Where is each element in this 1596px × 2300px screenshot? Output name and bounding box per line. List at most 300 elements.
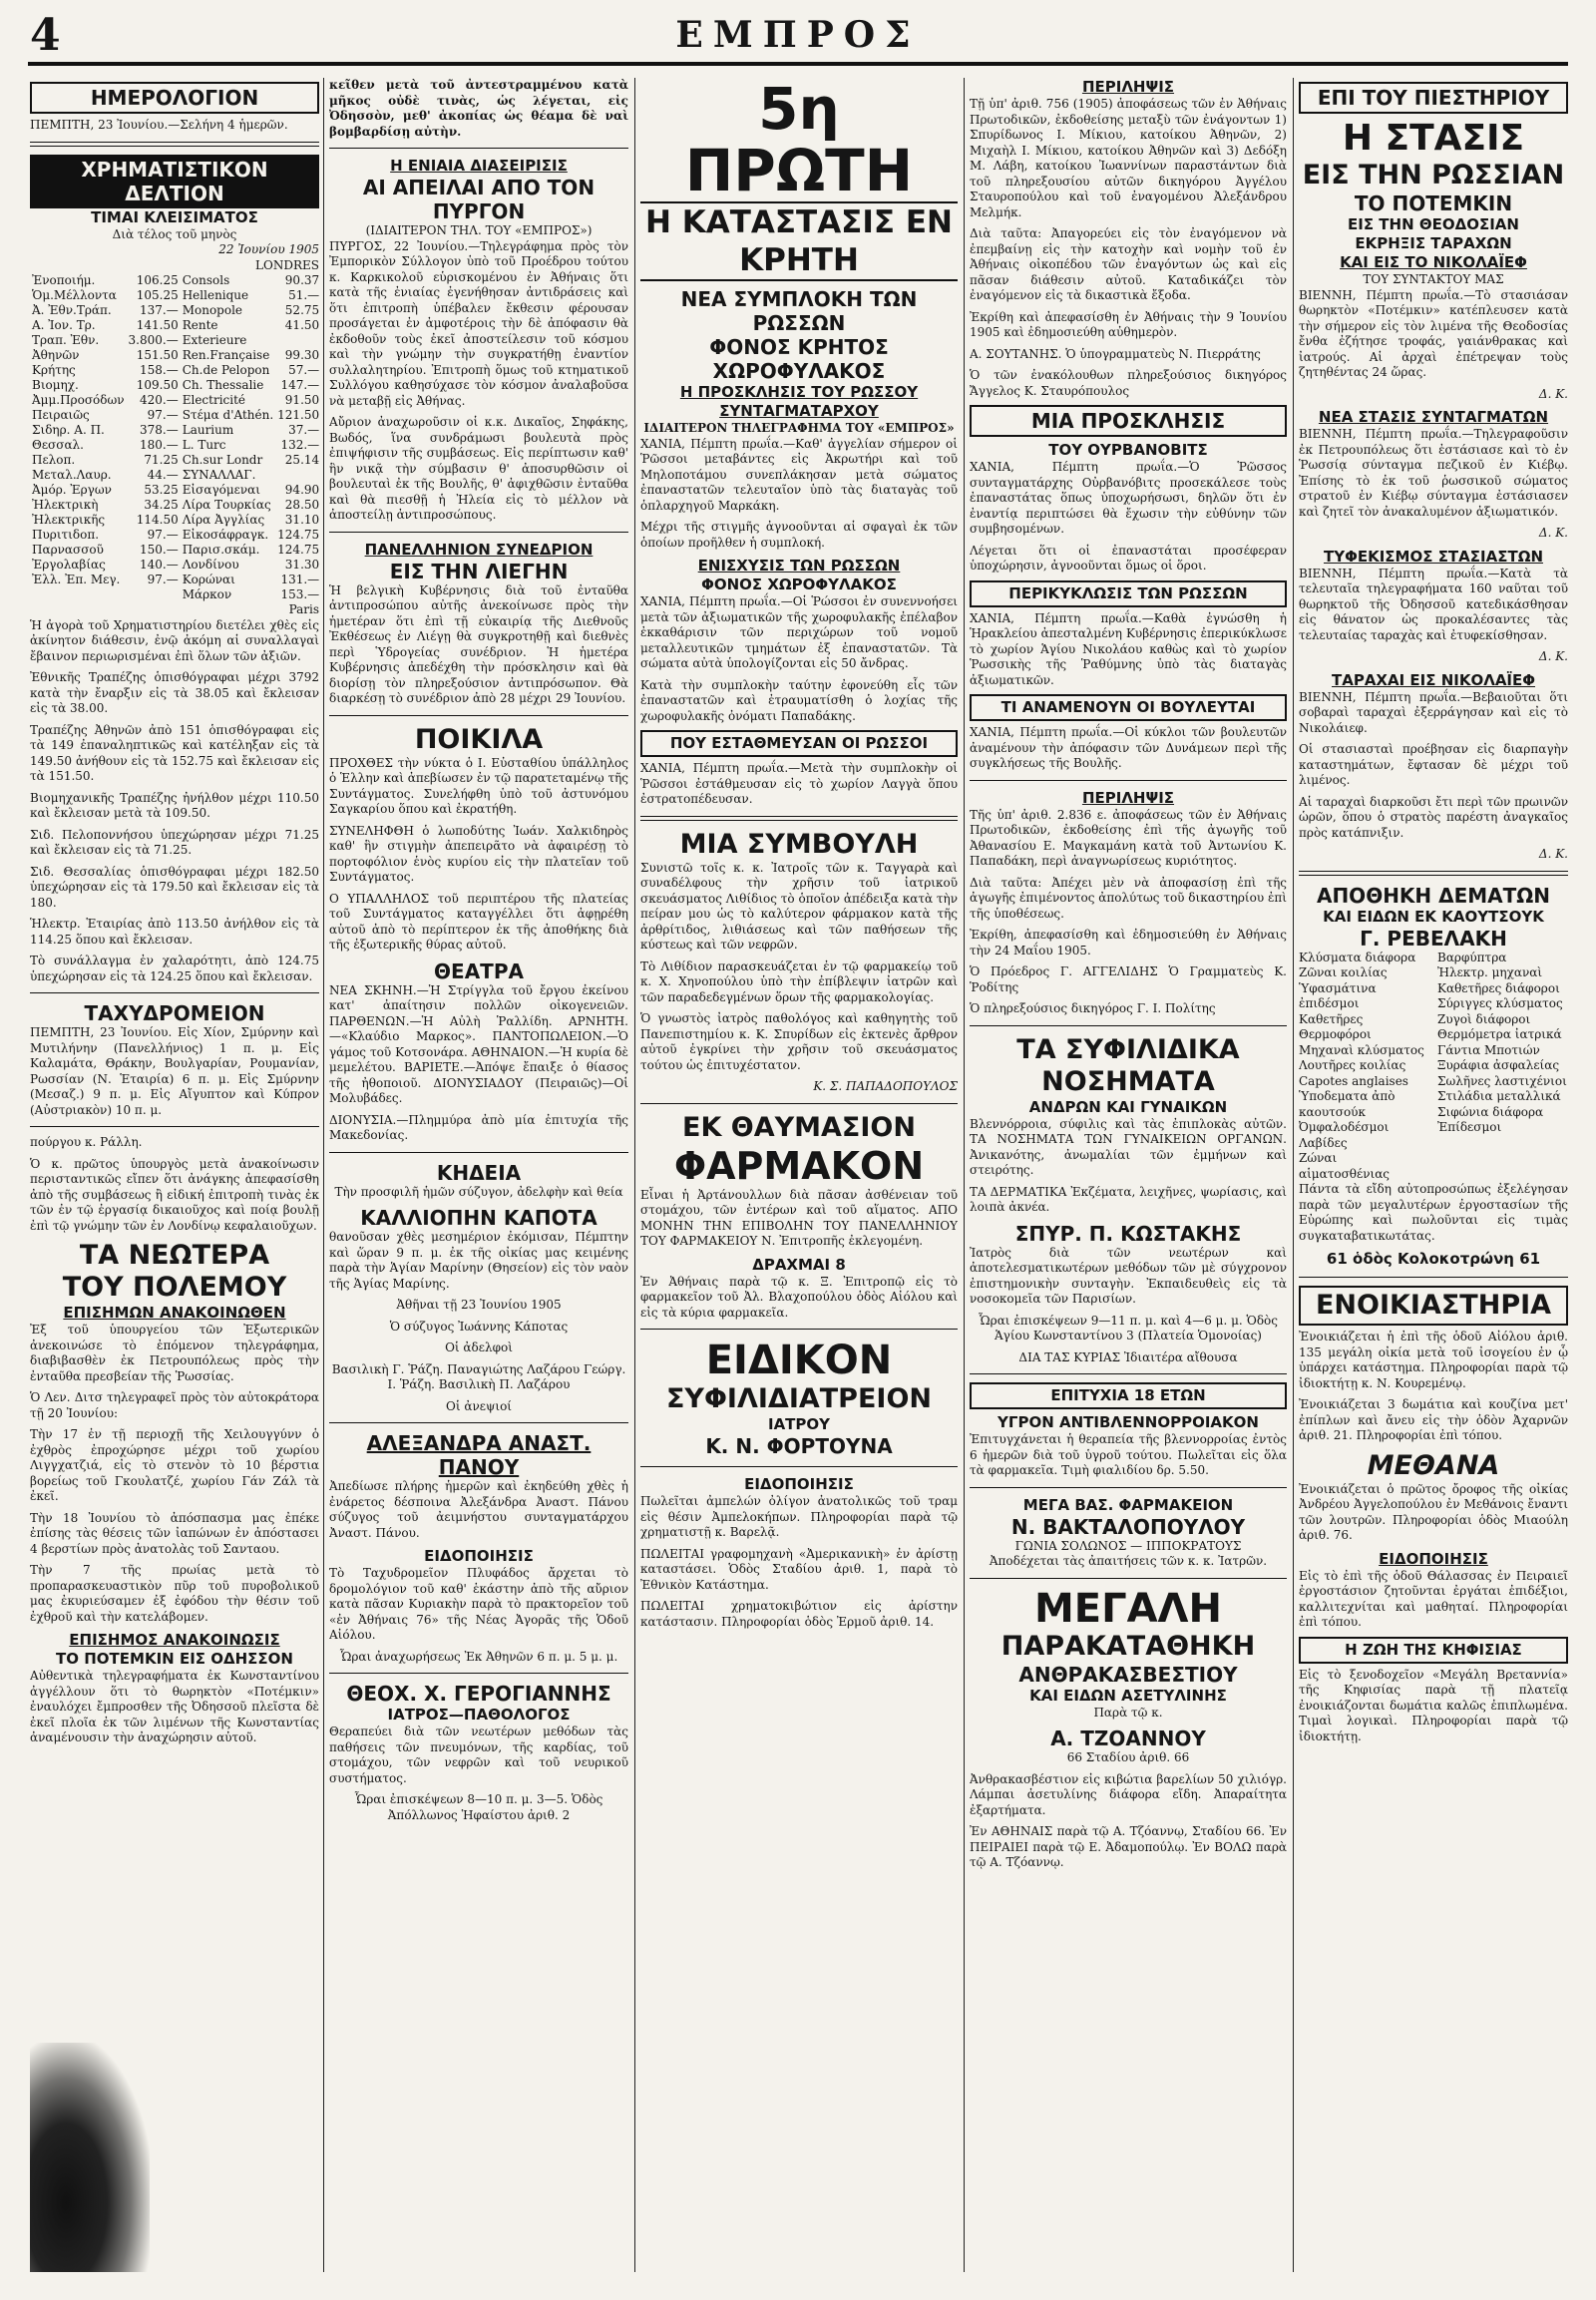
quote-cell: Λίρα Ἀγγλίας (182, 513, 265, 527)
depot-text: Παρὰ τῷ κ. (1093, 1705, 1163, 1720)
quote-cell: Ἀθηνῶν (32, 348, 80, 362)
store-item: Ὑφασμάτινα ἐπιδέσμοι (1299, 980, 1377, 1010)
summary-title-1: ΠΕΡΙΛΗΨΙΣ (1081, 78, 1175, 96)
poikila-title: ΠΟΙΚΙΛΑ (414, 723, 544, 755)
finance-subtitle-2: Διὰ τέλος τοῦ μηνὸς (112, 226, 237, 241)
quote-cell: 31.10 (284, 513, 319, 527)
quote-cell: 41.50 (284, 318, 319, 332)
quote-row (30, 528, 319, 543)
revolt-para-1: ΒΙΕΝΝΗ, Πέμπτη πρωΐα.—Τὸ στασιάσαν θωρηκτὸν «Ποτέμκιν» κατέπλευσεν κατὰ τὴν σήμερον εἰς τὸν λιμένα τῆς Θεοδοσίας ἔνθα ἐζήτησε τροφάς, γαιάνθρακας καὶ ἰατρούς. Αἱ ἀρχαὶ ἐπέτρεψαν τοὺς ζητηθέντας 24 ὥρας. (1299, 287, 1568, 379)
store-text: Πάντα τὰ εἴδη αὐτοπροσώπως ἐξελέγησαν παρὰ τῶν μεγαλυτέρων ἐργοστασίων τῆς Εὐρώπης καὶ πωλοῦνται εἰς τιμὰς συγκαταβατικωτάτας. (1299, 1182, 1568, 1243)
prime-text-2: Λέγεται ὅτι οἱ ἐπαναστάται προσέφεραν ὑποχώρησιν, ἀγνοοῦνται ὅμως οἱ ὅροι. (970, 543, 1287, 573)
quote-cell: Exterieure (182, 333, 247, 347)
store-title-2: ΚΑΙ ΕΙΔΩΝ ΕΚ ΚΑΟΥΤΣΟΥΚ (1323, 907, 1544, 926)
deaths-title: ΚΗΔΕΙΑ (436, 1160, 522, 1185)
quote-cell: Α. Ἰον. Τρ. (32, 318, 96, 332)
store-items-right (1437, 951, 1568, 1183)
quote-cell: Ὁμ.Μέλλοντα (32, 288, 117, 302)
quote-cell: 106.25 (136, 273, 179, 287)
rule (329, 532, 628, 533)
paper-name: ΕΜΠΡΟΣ (675, 14, 921, 56)
quote-row (30, 288, 319, 303)
rule (30, 142, 319, 147)
advice-title: ΜΙΑ ΣΥΜΒΟΥΛΗ (679, 828, 919, 860)
quote-cell: 99.30 (284, 348, 319, 362)
store-item: Σωλῆνες λαστιχένιοι (1437, 1073, 1567, 1088)
column-2 (329, 78, 628, 2272)
deaths-sign-3: Βασιλικὴ Γ. Ῥάζη. Παναγιώτης Λαζάρου Γεώργ. Ι. Ῥάζη. Βασιλικὴ Π. Λαζάρου (331, 1361, 626, 1391)
revolt-sig-2: Δ. Κ. (1538, 526, 1568, 540)
revolt-head-3: ΤΥΦΕΚΙΣΜΟΣ ΣΤΑΣΙΑΣΤΩΝ (1324, 547, 1543, 566)
quote-cell: 150.— (140, 543, 179, 557)
doctor-note: ΔΙΑ ΤΑΣ ΚΥΡΙΑΣ Ἰδιαιτέρα αἴθουσα (1018, 1349, 1238, 1364)
revolt-sig-1: Δ. Κ. (1538, 386, 1568, 401)
special-big: ΣΥΦΙΛΙΔΙΑΤΡΕΙΟΝ (665, 1383, 933, 1414)
store-name: Γ. ΡΕΒΕΛΑΚΗ (1360, 926, 1507, 951)
ink-smudge (30, 2043, 150, 2272)
rule (970, 1025, 1287, 1026)
prime-text: ΧΑΝΙΑ, Πέμπτη πρωΐα.—Ὁ Ῥῶσσος συνταγματάρχης Οὐρβανόβιτς προσεκάλεσε τοὺς ἐπαναστάτας ὅπως ὑποχωρήσωσι, δηλῶν ὅτι ἐν ἐναντίᾳ περιπτώσει θὰ ἔχωσιν τὴν εὐθύνην τῶν συμβησομένων. (970, 460, 1287, 536)
store-items (1299, 951, 1568, 1183)
column-divider (634, 78, 635, 2272)
quote-row (30, 558, 319, 573)
quote-cell: 51.— (288, 288, 319, 302)
finance-paragraph: Ἡλεκτρ. Ἑταιρίας ἀπὸ 113.50 ἀνήλθον εἰς τὰ 114.25 ὅπου καὶ ἔκλεισαν. (30, 917, 319, 947)
quote-cell: 141.50 (136, 318, 179, 332)
rule (640, 1329, 958, 1330)
rule (970, 780, 1287, 781)
revolt-sub: ΤΟ ΠΟΤΕΜΚΙΝ (1354, 192, 1513, 215)
quote-row (30, 498, 319, 513)
quote-cell: 180.— (140, 438, 179, 452)
war-report (30, 1323, 319, 1625)
quote-cell: 158.— (140, 363, 179, 377)
pharmacy-name: Ν. ΒΑΚΤΑΛΟΠΟΥΛΟΥ (1010, 1514, 1246, 1539)
quote-cell (275, 333, 319, 348)
quote-cell: Βιομηχ. (32, 378, 79, 392)
depot-title-3: ΑΝΘΡΑΚΑΣΒΕΣΤΙΟΥ (1018, 1662, 1238, 1687)
quote-cell: 97.— (147, 408, 179, 422)
quote-cell: 53.25 (144, 483, 179, 497)
war-paragraph: Ὁ Λεν. Διτσ τηλεγραφεῖ πρὸς τὸν αὐτοκράτορα τῇ 20 Ἰουνίου: (30, 1390, 319, 1420)
rule (970, 1578, 1287, 1579)
section-2-title: ΕΙΣ ΤΗΝ ΛΙΕΓΗΝ (389, 559, 569, 583)
depot-text-3: Ἐν ΑΘΗΝΑΙΣ παρὰ τῷ Α. Τζόαννῳ, Σταδίου 66. Ἐν ΠΕΙΡΑΙΕΙ παρὰ τῷ Ε. Ἀδαμοπούλῳ. Ἐν ΒΟΛΩ παρὰ τῷ Α. Τζόαννῳ. (970, 1824, 1287, 1869)
deaths-text-2: θανοῦσαν χθὲς μεσημέριον ἐκόμισαν, Πέμπτην καὶ ὥραν 9 π. μ. ἐκ τῆς οἰκίας μας κειμένης παρὰ τὴν Ἁγίαν Μαρίνην (Θησείον) εἰς τὸν ναὸν τῆς Ἁγίας Μαρίνης. (329, 1230, 628, 1291)
miracle-title: ΕΚ ΘΑΥΜΑΣΙΟΝ (682, 1111, 916, 1143)
war-paragraph: Ἐξ τοῦ ὑπουργείου τῶν Ἐξωτερικῶν ἀνεκοινώσε τὸ ἐπόμενον τηλεγράφημα, διαβιβασθὲν ἐκ Πετρουπόλεως πρὸς τὴν ἐνταῦθα πρεσβείαν τῆς Ῥωσσίας. (30, 1323, 319, 1383)
rule (970, 1373, 1287, 1374)
success-years: ΕΠΙΤΥΧΙΑ 18 ΕΤΩΝ (970, 1382, 1287, 1409)
quote-cell: Ἐνοποιήμ. (32, 273, 96, 287)
war-paragraph: Τὴν 17 ἐν τῇ περιοχῇ τῆς Χειλουγγύνν ὁ ἐχθρὸς ἐπροχώρησε μέχρι τοῦ χωρίου Λιγγχατζιά, εἰς τὸ στενὸν τὸ 10 βέρστια βορείως τοῦ Γκουλατζέ, χωρίου Γάν Ζάλ τὰ ἐκεῖ. (30, 1427, 319, 1503)
theatres-title: ΘΕΑΤΡΑ (434, 958, 524, 983)
syph-text: Βλεννόρροια, σύφιλις καὶ τὰς ἐπιπλοκὰς αὐτῶν. ΤΑ ΝΟΣΗΜΑΤΑ ΤΩΝ ΓΥΝΑΙΚΕΙΩΝ ΟΡΓΑΝΩΝ. Ἀνικανότης, ἀνωμαλίαι τῶν ἐμμήνων καὶ στειρότης. (970, 1116, 1287, 1177)
section-1-text: ΠΥΡΓΟΣ, 22 Ἰουνίου.—Τηλεγράφημα πρὸς τὸν Ἐμπορικὸν Σύλλογον ὑπὸ τοῦ Προέδρου τούτου κ. Καρκικολοῦ εὑρισκομένου ἐν Ἀθήναις ὅτι κατὰ τῆς ἐνιαίας ἐγενήθησαν ἀντιδράσεις καὶ ὅτι ἐπιτροπὴ ὑπέβαλεν ἔκθεσιν φέρουσαν προσάγεται ἐν ἀμφοτέροις τὴν δὲ ἀπόφασιν θὰ ἐκδοθοῦν τοὺς ἐκεῖ ἀποστείλεσιν τοῦ κόσμου καὶ τὴν γνώμην τὴν συγκρατήθῃ ἐναντίον συλλαλητηρίου. Ἐπιτροπὴ ὅμως τοῦ κτηματικοῦ Συλλόγου καθησύχασε τὸν κόσμον ἀναλαβοῦσα νὰ μεταβῇ εἰς Ἀθήνας. (329, 238, 628, 408)
lead-sub-4: ΙΔΙΑΙΤΕΡΟΝ ΤΗΛΕΓΡΑΦΗΜΑ ΤΟΥ «ΕΜΠΡΟΣ» (643, 421, 955, 435)
summary-signature-1: Α. ΣΟΥΤΑΝΗΣ. Ὁ ὑπογραμματεὺς Ν. Πιερράτης (970, 346, 1261, 361)
quote-cell: Μάρκον (182, 587, 232, 601)
lead-sub-1: ΝΕΑ ΣΥΜΠΛΟΚΗ ΤΩΝ ΡΩΣΣΩΝ (680, 287, 918, 335)
quote-cell: Παρνασσοῦ (32, 543, 104, 557)
advice-signature: Κ. Σ. ΠΑΠΑΔΟΠΟΥΛΟΣ (813, 1079, 958, 1093)
special-name: Κ. Ν. ΦΟΡΤΟΥΝΑ (705, 1434, 893, 1458)
revolt-sub-4: ΚΑΙ ΕΙΣ ΤΟ ΝΙΚΟΛΑΪΕΦ (1340, 253, 1527, 271)
rule (30, 1126, 319, 1127)
notice-text: Εἰς τὸ ἐπὶ τῆς ὁδοῦ Θάλασσας ἐν Πειραιεῖ ἐργοστάσιον ζητοῦνται ἐργάται ἐπιδέξιοι, καλλιτεχνίται καὶ μαθηταί. Πληροφορίαι ἐπὶ τόπου. (1299, 1568, 1568, 1629)
quote-cell: 31.30 (284, 558, 319, 572)
doctor-hours: Ὧραι ἐπισκέψεων 8—10 π. μ. 3—5. Ὁδὸς Ἀπόλλωνος Ἡφαίστου ἀριθ. 2 (354, 1792, 603, 1822)
quote-cell: Πειραιῶς (32, 408, 90, 422)
depot-title-2: ΠΑΡΑΚΑΤΑΘΗΚΗ (1000, 1630, 1256, 1662)
quote-cell: 420.— (140, 393, 179, 407)
london-label: LONDRES (255, 257, 319, 272)
top-text: κεῖθεν μετὰ τοῦ ἀντεστραμμένου κατὰ μῆκος οὐδὲ τινὰς, ὡς λέγεται, εἰς Ὀδησσὸν, μεθ' ἀκοπίας ὡς θέαμα δὲ ναὶ βομβαρδίσῃ αὐτὴν. (329, 78, 628, 139)
lead-kicker: 5η ΠΡΩΤΗ (684, 78, 914, 204)
post-title: ΤΑΧΥΔΡΟΜΕΙΟΝ (84, 1001, 265, 1025)
quote-cell: Ch.de Pelopon (182, 363, 270, 377)
rule (329, 148, 628, 149)
notice-title: ΕΙΔΟΠΟΙΗΣΙΣ (1379, 1549, 1488, 1568)
pharmacy-text: Ἀποδέχεται τὰς ἀπαιτήσεις τῶν κ. κ. Ἰατρῶν. (989, 1554, 1268, 1568)
miracle-text: Εἶναι ἡ Ἀρτάνουλλων διὰ πᾶσαν ἀσθένειαν τοῦ στομάχου, τῶν ἐντέρων καὶ τοῦ αἵματος. ΑΠΟ ΜΟΝΗΝ ΤΗΝ ΕΠΙΒΟΛΗΝ ΤΟΥ ΠΑΝΕΛΛΗΝΙΟΥ ΤΟΥ ΦΑΡΜΑΚΕΙΟΥ Ν. Ἐπιτροπῆς ἐκλεγομένη. (640, 1187, 958, 1248)
lead-sub-3: Η ΠΡΟΣΚΛΗΣΙΣ ΤΟΥ ΡΩΣΣΟΥ ΣΥΝΤΑΓΜΑΤΑΡΧΟΥ (679, 383, 919, 420)
moves-text: ΧΑΝΙΑ, Πέμπτη πρωΐα.—Καθὰ ἐγνώσθη ἡ Ἡρακλείου ἀπεσταλμένη Κυβέρνησις ἐπερικύκλωσε τὸ χωρίον Ἁγίου Νικολάου καθὼς καὶ τὸ χωρίον Ῥωσσικὴς τῆς Ῥαθύμνης ὑπὸ τὰς διαταγὰς ἀξιωματικῶν. (970, 610, 1287, 687)
rule (970, 1487, 1287, 1488)
quote-cell: 37.— (288, 423, 319, 437)
quote-cell: Rente (182, 318, 218, 332)
summary-text-1: Τῇ ὑπ' ἀριθ. 756 (1905) ἀποφάσεως τῶν ἐν Ἀθήναις Πρωτοδικῶν, ἐκδοθείσης μεταξὺ τῶν ἐνάγοντων 1) Σπυρίδωνος Ι. Μίκιου, κατοίκου Ἀθηνῶν, 2) Μιχαὴλ Ι. Μίκιου, κατοίκου Ἀθηνῶν καὶ 3) Δεδόξη Μ. Λάβη, κατοίκου Ἰωαννίνων παραστάντων διὰ τοῦ πληρεξουσίου αὐτῶν δικηγόρου Ἀγγέλου Σταυροπούλου καὶ τοῦ ἐναγομένου Ἀλεξάνδρου Μελμήκ. (970, 97, 1287, 219)
lead-para-5: ΧΑΝΙΑ, Πέμπτη πρωΐα.—Μετὰ τὴν συμπλοκὴν οἱ Ῥῶσσοι ἐστάθμευσαν εἰς τὸ χωρίον Λαγγὰ ὅπου ἐστρατοπέδευσαν. (640, 761, 958, 806)
syph-title: ΤΑ ΣΥΦΙΛΙΔΙΚΑ (1016, 1033, 1240, 1065)
store-item: Λαβίδες (1299, 1135, 1348, 1150)
store-item: Ζώναι αἱματοσθένιας (1299, 1151, 1391, 1181)
rule (1299, 1277, 1568, 1278)
quote-row (30, 273, 319, 288)
revolt-sub-5: ΤΟΥ ΣΥΝΤΑΚΤΟΥ ΜΑΣ (1363, 272, 1504, 286)
rule (1299, 871, 1568, 876)
store-item: Καθετῆρες διάφοροι (1437, 980, 1560, 995)
school-title: ΑΛΕΞΑΝΔΡΑ ΑΝΑΣΤ. ΠΑΝΟΥ (366, 1431, 592, 1479)
section-1-text-2: Αὔριον ἀναχωροῦσιν οἱ κ.κ. Δικαῖος, Σηφάκης, Βωδός, ἵνα συνδράμωσι βουλευτὰ πρὸς ἐπιψήφισιν τῆς συμβάσεως. Εἰς περίπτωσιν καθ' ἣν νικᾷ τὴν σύμβασιν θ' ἀποσυρθῶσιν οἱ βουλευταὶ ἐκ τῆς Βουλῆς, θ' ἀφιχθῶσιν ἐνταῦθα καὶ θὰ πιεσθῇ ἡ Ἠλεία εἰς τὸ μέλλον νὰ ἀποστείλῃ ἀντιπροσώπους. (329, 415, 628, 522)
methana-text: Ἐνοικιάζεται ὁ πρῶτος ὄροφος τῆς οἰκίας Ἀνδρέου Ἀγγελοπούλου ἐν Μεθάνοις ἔναντι τῶν λουτρῶν. Πληροφορίαι ὁδὸς Μιαούλη ἀριθ. 76. (1299, 1481, 1568, 1542)
revolt-para-4b: Οἱ στασιασταὶ προέβησαν εἰς διαρπαγὴν καταστημάτων, ἔφτασαν δὲ μέχρι τοῦ λιμένος. (1299, 742, 1568, 787)
store-item: Θερμόμετρα ἰατρικά (1437, 1027, 1562, 1041)
lead-sub-2: ΦΟΝΟΣ ΚΡΗΤΟΣ ΧΩΡΟΦΥΛΑΚΟΣ (709, 335, 889, 383)
kifisia-title: Η ΖΩΗ ΤΗΣ ΚΗΦΙΣΙΑΣ (1299, 1637, 1568, 1664)
quote-row (30, 363, 319, 378)
quote-cell: 137.— (140, 303, 179, 317)
potemkin-text: Αὐθεντικὰ τηλεγραφήματα ἐκ Κωνσταντίνου ἀγγέλλουν ὅτι τὸ θωρηκτὸν «Ποτέμκιν» ἐναυλόχει ἔμπροσθεν τῆς Ὀδησσοῦ πλεῖστα δὲ ἐκεῖ πλοῖα ἐκ τῶν λιμένων τῆς Κωνσταντίας ἀναμένουσιν τὴν ἀναχώρησιν αὐτοῦ. (30, 1669, 319, 1744)
quote-cell: Σιδηρ. Α. Π. (32, 423, 105, 437)
theatres-text: ΝΕΑ ΣΚΗΝΗ.—Ἡ Στρίγγλα τοῦ ἔργου ἐκείνου κατ' ἀπαίτησιν πολλῶν οἰκογενειῶν. ΠΑΡΘΕΝΩΝ.—Ἡ Αὐλὴ Ῥαλλίδη. ΑΡΝΗΤΗ.—«Κλαύδιο Μαρκος». ΠΑΝΤΟΠΩΛΕΙΟΝ.—Ὁ γάμος τοῦ Κοτσονάρα. ΑΘΗΝΑΙΟΝ.—Ἡ κυρία δὲ μεμελέτου. ΒΑΡΙΕΤΕ.—Ἀπόψε ἔπαιξε ὁ θίασος τῆς ἠθοποιοῦ. ΔΙΟΝΥΣΙΑΔΟΥ (Πειραιῶς)—Οἱ Μολυβάδες. (329, 982, 628, 1105)
quote-cell: 52.75 (284, 303, 319, 317)
notice-title: ΕΙΔΟΠΟΙΗΣΙΣ (744, 1475, 854, 1493)
quote-cell: 71.25 (144, 453, 179, 467)
finance-date: 22 Ἰουνίου 1905 (218, 242, 319, 256)
deputies-title: ΤΙ ΑΝΑΜΕΝΟΥΝ ΟΙ ΒΟΥΛΕΥΤΑΙ (970, 694, 1287, 721)
summary-text-1c: Ἐκρίθη καὶ ἀπεφασίσθη ἐν Ἀθήναις τὴν 9 Ἰουνίου 1905 καὶ ἐδημοσιεύθη αὐθημερὸν. (970, 309, 1287, 339)
quote-cell: L. Turc (182, 438, 226, 452)
finance-paragraph: Βιομηχανικῆς Τραπέζης ἠνήλθον μέχρι 110.50 καὶ ἔκλεισαν μετὰ τὰ 109.50. (30, 790, 319, 820)
quote-cell: 124.75 (277, 543, 319, 557)
quote-cell (30, 587, 127, 602)
quote-cell: Consols (182, 273, 230, 287)
quote-cell: 109.50 (136, 378, 179, 392)
quote-cell: Hellenique (182, 288, 249, 302)
paris-label: Paris (288, 602, 319, 616)
quote-cell: 25.14 (284, 453, 319, 467)
war-title-2: ΤΟΥ ΠΟΛΕΜΟΥ (62, 1272, 287, 1303)
doctor-text: Ἰατρὸς διὰ τῶν νεωτέρων καὶ ἀποτελεσματικωτέρων μεθόδων τῶν μὲ σύγχρονον ἐπιστημονικὴν συνταγὴν. Ἐκπαιδευθεὶς εἰς τὰ νοσοκομεῖα τῶν Παρισίων. (970, 1245, 1287, 1306)
quote-row (30, 543, 319, 558)
quote-row (30, 423, 319, 438)
quote-row (30, 333, 319, 348)
lead-para-1: ΧΑΝΙΑ, Πέμπτη πρωΐα.—Καθ' ἀγγελίαν σήμερον οἱ Ῥῶσσοι μεταβάντες εἰς Ἀκρωτήρι καὶ τοῦ Μηλοποτάμου συνεπλάκησαν μετὰ σώματος ἐπαναστατῶν τελευταῖον ὑπὸ τὰς διαταγὰς τοῦ ὁπλαρχηγοῦ Μαρκάκη. (640, 436, 958, 513)
deaths-sign: Ὁ σύζυγος Ἰωάννης Κάποτας (389, 1319, 569, 1334)
section-2-text: Ἡ βελγικὴ Κυβέρνησις διὰ τοῦ ἐνταῦθα ἀντιπροσώπου αὐτῆς ἀνεκοίνωσε πρὸς τὴν ἡμετέραν ὅτι ἐπὶ τῇ εὐκαιρίᾳ τῆς Διεθνοῦς Ἐκθέσεως ἐν Λιέγῃ θὰ συγκροτηθῇ καὶ διεθνὲς περὶ Ὑδρογείας συνέδριον. Ἡ ἡμετέρα Κυβέρνησις ἀπεδέχθη τὴν πρόσκλησιν καὶ θὰ διορίσῃ τὸν πληρεξούσιον ἀντιπρόσωπον. Θὰ διαρκέσῃ τὸ συνέδριον ἀπὸ 28 μέχρι 29 Ἰουνίου. (329, 582, 628, 705)
advice-text-2: Τὸ Λιθίδιον παρασκευάζεται ἐν τῷ φαρμακείῳ τοῦ κ. Χ. Χηνοπούλου ὑπὸ τὴν ἐπίβλεψιν ἰατρῶν καὶ τῶν παραδεδεγμένων ὅρων τῆς φαρμακολογίας. (640, 958, 958, 1004)
deaths-sign-2: Οἱ ἀδελφοὶ (445, 1341, 513, 1354)
official-title: ΕΠΙΣΗΜΟΣ ΑΝΑΚΟΙΝΩΣΙΣ (69, 1631, 280, 1649)
lead-para-2: Μέχρι τῆς στιγμῆς ἀγνοοῦνται αἱ σφαγαὶ ἐκ τῶν ὁποίων προῆλθεν ἡ συμπλοκή. (640, 520, 958, 550)
store-item: Λουτῆρες κοιλίας (1299, 1058, 1406, 1072)
summary-text-2: Τῆς ὑπ' ἀριθ. 2.836 ε. ἀποφάσεως τῶν ἐν Ἀθήναις Πρωτοδικῶν, ἐκδοθείσης ἐπὶ τῆς ἀγωγῆς τοῦ Ἀθανασίου Ε. Μαγκαμάνη κατὰ τοῦ Ἀντωνίου Κ. Παπαδάκη, περὶ ἀναγνωρίσεως κυριότητος. (970, 807, 1287, 868)
store-items-left (1299, 951, 1429, 1183)
revolt-sub-2: ΕΙΣ ΤΗΝ ΘΕΟΔΟΣΙΑΝ (1348, 215, 1519, 233)
quote-cell: Ἀμμ.Προσόδων (32, 393, 125, 407)
rule (30, 992, 319, 993)
finance-paragraph: Τὸ συνάλλαγμα ἐν χαλαρότητι, ἀπὸ 124.75 ὑπεχώρησαν εἰς τὰ 124.25 ὅπου καὶ ἔκλεισαν. (30, 954, 319, 983)
quote-cell: Παρισ.σκάμ. (182, 543, 260, 557)
depot-text-2: Ἀνθρακασβέστιον εἰς κιβώτια βαρελίων 50 χιλιόγρ. Λάμπαι ἀσετυλίνης διάφορα εἴδη. Ἀπαραίτητα ἐξαρτήματα. (970, 1771, 1287, 1817)
notice-text-3: ΠΩΛΕΙΤΑΙ χρηματοκιβώτιον εἰς ἀρίστην κατάστασιν. Πληροφορίαι ὁδὸς Ἐρμοῦ ἀριθ. 14. (640, 1599, 958, 1629)
finance-paragraph: Σιδ. Πελοποννήσου ὑπεχώρησαν μέχρι 71.25 καὶ ἔκλεισαν εἰς τὰ 71.25. (30, 827, 319, 857)
advice-text: Συνιστῶ τοῖς κ. κ. Ἰατροῖς τῶν κ. Ταγγαρὰ καὶ συναδέλφους τὴν χρῆσιν τοῦ ἰατρικοῦ σκευάσματος Λιθίδιος τὸ ὁποῖον ἀπέδειξα κατὰ τὴν πείραν μου ὡς τὸ καλύτερον φάρμακον κατὰ τῆς ἀρθρίτιδος, λιθιάσεως καὶ τῶν παθήσεων τῆς κύστεως καὶ τῶν νεφρῶν. (640, 860, 958, 952)
rent-title: ΕΝΟΙΚΙΑΣΤΗΡΙΑ (1299, 1286, 1568, 1326)
quote-cell: 91.50 (284, 393, 319, 407)
miracle-big: ΦΑΡΜΑΚΟΝ (673, 1143, 925, 1188)
quote-row (30, 513, 319, 528)
lead-para-4: Κατὰ τὴν συμπλοκὴν ταύτην ἐφονεύθη εἷς τῶν ἐπαναστατῶν καὶ ἐτραυματίσθη ὁ λοχίας τῆς χωροφυλακῆς ὀνόματι Παπαδάκης. (640, 677, 958, 723)
success-title: ΥΓΡΟΝ ΑΝΤΙΒΛΕΝΝΟΡΡΟΙΑΚΟΝ (998, 1413, 1259, 1431)
quote-cell: 147.— (280, 378, 319, 392)
quote-cell: 94.90 (284, 483, 319, 497)
doctor-sub: ΙΑΤΡΟΣ—ΠΑΘΟΛΟΓΟΣ (387, 1706, 571, 1724)
revolt-sig-3: Δ. Κ. (1538, 649, 1568, 663)
revolt-para-4: ΒΙΕΝΝΗ, Πέμπτη πρωΐα.—Βεβαιοῦται ὅτι σοβαραὶ ταραχαὶ ἐξερράγησαν καὶ εἰς τὸ Νικολάιεφ. (1299, 689, 1568, 735)
quote-cell: Εἰκοσάφραγκ. (182, 528, 269, 542)
rent-text-2: Ἐνοικιάζεται 3 δωμάτια καὶ κουζίνα μετ' ἐπίπλων καὶ ἄνευ εἰς τὴν ὁδὸν Ἀχαρνῶν ἀριθ. 21. Πληροφορίαι ἐπὶ τόπου. (1299, 1397, 1568, 1442)
rule (329, 715, 628, 716)
miracle-text-2: Ἐν Ἀθήναις παρὰ τῷ κ. Ξ. Ἐπιτροπῷ εἰς τὸ φαρμακεῖον τοῦ Ἀλ. Βλαχοπούλου ὁδὸς Αἰόλου καὶ εἰς τὰ κύρια φαρμακεῖα. (640, 1274, 958, 1320)
potemkin-title: ΤΟ ΠΟΤΕΜΚΙΝ ΕΙΣ ΟΔΗΣΣΟΝ (56, 1650, 293, 1668)
quote-cell: Κορώναι (182, 573, 235, 586)
doctor-hours: Ὧραι ἐπισκέψεων 9—11 π. μ. καὶ 4—6 μ. μ. Ὁδὸς Ἁγίου Κωνσταντίνου 3 (Πλατεία Ὁμονοίας) (979, 1313, 1278, 1342)
quote-cell: Ἠλεκτρικὴ (32, 498, 99, 512)
notice-text-2: ΠΩΛΕΙΤΑΙ γραφομηχανὴ «Ἀμερικανικὴ» ἐν ἀρίστῃ καταστάσει. Ὁδὸς Σταδίου ἀριθ. 1, παρὰ τὸ Ἐθνικὸν Κατάστημα. (640, 1546, 958, 1592)
quote-cell: Electricité (182, 393, 246, 407)
depot-title: ΜΕΓΑΛΗ (1033, 1585, 1222, 1632)
quote-cell: Laurium (182, 423, 234, 437)
store-item: Βαρφύπτρα (1437, 950, 1507, 964)
quote-cell: Λονδίνου (182, 558, 239, 572)
quote-cell: Κρήτης (32, 363, 76, 377)
quote-cell: 28.50 (284, 498, 319, 512)
deaths-date: Ἀθῆναι τῇ 23 Ἰουνίου 1905 (396, 1298, 562, 1312)
quote-cell: 57.— (288, 363, 319, 377)
quote-cell: 97.— (147, 573, 179, 586)
summary-signature-1b: Ὁ τῶν ἐνακόλουθων πληρεξούσιος δικηγόρος Ἄγγελος Κ. Σταυρόπουλος (970, 368, 1287, 398)
summary-text-2c: Ἐκρίθη, ἀπεφασίσθη καὶ ἐδημοσιεύθη ἐν Ἀθήναις τὴν 24 Μαΐου 1905. (970, 928, 1287, 958)
finance-paragraph: Ἐθνικῆς Τραπέζης ὁπισθόγραφαι μέχρι 3792 κατὰ τὴν ἔναρξιν εἰς τὰ 38.05 καὶ ἔκλεισαν εἰς τὰ 38.00. (30, 670, 319, 715)
store-item: Σύριγγες κλύσματος (1437, 996, 1563, 1010)
rule (640, 1466, 958, 1467)
special-sub: ΙΑΤΡΟΥ (767, 1415, 831, 1433)
syph-text-2: ΤΑ ΔΕΡΜΑΤΙΚΑ Ἐκζέματα, λειχῆνες, ψωρίασις, καὶ λοιπὰ ἀκνέα. (970, 1184, 1287, 1214)
revolt-para-2: ΒΙΕΝΝΗ, Πέμπτη πρωΐα.—Τηλεγραφοῦσιν ἐκ Πετρουπόλεως ὅτι ἐστάσιασε καὶ τὸ ἐν Ῥωσσίᾳ σύνταγμα πεζικοῦ ἐν Κιέβῳ. Ἐπίσης τὸ ἐκ τοῦ ῥωσσικοῦ σώματος στρατοῦ ἐν Κιέβῳ σύνταγμα ἐστάσιασεν καὶ ζητεῖ τὸν ἀνακαλυμένον ἀξιωματικόν. (1299, 427, 1568, 519)
finance-paragraph: Ἡ ἀγορὰ τοῦ Χρηματιστηρίου διετέλει χθὲς εἰς ἀκίνητον διάθεσιν, ἐνῷ ἀκόμη αἱ συναλλαγαὶ ἔβαινον περιωρισμέναι ἐπὶ ὅλων τῶν ἀξιῶν. (30, 617, 319, 663)
rule (329, 1422, 628, 1423)
column-divider (323, 78, 324, 2272)
court-title: ΕΠΙ ΤΟΥ ΠΙΕΣΤΗΡΙΟΥ (1299, 82, 1568, 114)
quote-row (30, 303, 319, 318)
store-item: Καθετῆρες (1299, 1011, 1364, 1026)
page-number: 4 (30, 10, 61, 61)
depot-address: 66 Σταδίου ἀριθ. 66 (1066, 1750, 1190, 1764)
quote-row (30, 453, 319, 468)
revolt-head-4: ΤΑΡΑΧΑΙ ΕΙΣ ΝΙΚΟΛΑΪΕΦ (1331, 670, 1536, 689)
summary-text-1b: Διὰ ταῦτα: Ἀπαγορεύει εἰς τὸν ἐναγόμενον νὰ ἐπεμβαίνῃ εἰς τὴν κατοχὴν καὶ νομὴν τοῦ ἐν Ἀθήναις οἰκοπέδου τῶν ἐναγόντων ὡς καὶ εἰς πᾶσαν διάθεσιν αὐτοῦ. Καταδικάζει τὸν ἐναγόμενον εἰς τὰ δικαστικὰ ἔξοδα. (970, 226, 1287, 302)
quote-cell: 124.75 (277, 528, 319, 542)
doctor-name: ΣΠΥΡ. Π. ΚΩΣΤΑΚΗΣ (1014, 1221, 1242, 1246)
quote-cell: Τραπ. Ἐθν. (32, 333, 100, 347)
war-paragraph: Τὴν 18 Ἰουνίου τὸ ἀπόσπασμα μας ἐπέκε ἐπίσης τὰς θέσεις τῶν ἰαπώνων ἐν ἀπόστασει 4 βερστίων πρὸς ἀνατολὰς τοῦ Σανταου. (30, 1510, 319, 1556)
quote-cell: Θεσσαλ. (32, 438, 84, 452)
calendar-title: ΗΜΕΡΟΛΟΓΙΟΝ (30, 82, 319, 114)
pharmacy-title: ΜΕΓΑ ΒΑΣ. ΦΑΡΜΑΚΕΙΟΝ (1022, 1495, 1234, 1514)
war-intro-text: Ὁ κ. πρῶτος ὑπουργὸς μετὰ ἀνακοίνωσιν περισταντικῶς εἴπεν ὅτι ἀνάγκης ἀπεφασίσθη ἀπὸ τῆς συμβάσεως ἢ εἰδική ἐπιτροπὴ τινὰς ἐκ τῶν ἐν τῷ ἐργασίᾳ δικαιοῦχος καὶ ποίᾳ βουλῇ ἐπὶ τῷ γνώμην τῶν ἐν Λονδίνῳ κεφαλαιοῦχων. (30, 1156, 319, 1233)
post-text: ΠΕΜΠΤΗ, 23 Ἰουνίου. Εἰς Χίον, Σμύρνην καὶ Μυτιλήνην (Πανελλήνιος) 1 π. μ. Εἰς Καλαμάτα, Θράκην, Βουλγαρίαν, Ρουμανίαν, Ρωσσίαν (Ν. Ἑταιρία) 6 π. μ. Εἰς Σμύρνην (Μεσαζ.) 9 π. μ. Εἰς Αἴγυπτον καὶ Κύπρον (Αὐστριακὸν) 10 π. μ. (30, 1025, 319, 1117)
quote-row (30, 378, 319, 393)
store-item: Σιφώνια διάφορα (1437, 1104, 1544, 1119)
quote-cell: 44.— (147, 468, 179, 482)
store-item: Ζυγοὶ διάφοροι (1437, 1011, 1531, 1026)
summary-signature-2: Ὁ Πρόεδρος Γ. ΑΓΓΕΛΙΔΗΣ Ὁ Γραμματεὺς Κ. Ῥοδίτης (970, 964, 1287, 994)
poikila-text-3: Ο ΥΠΑΛΛΗΛΟΣ τοῦ περιπτέρου τῆς πλατείας τοῦ Συντάγματος καταγγέλλει ὅτι ἀφῃρέθη αὐτοῦ ἀπὸ τὸ περίπτερον ἐκ τῆς ἀποθήκης διὰ τῆς ἐξωτερικῆς θύρας αὐτοῦ. (329, 891, 628, 952)
quote-row (30, 438, 319, 453)
quote-cell (275, 468, 319, 483)
finance-paragraph: Σιδ. Θεσσαλίας ὁπισθόγραφαι μέχρι 182.50 ὑπεχώρησαν εἰς τὰ 179.50 καὶ ἔκλεισαν εἰς τὰ 180. (30, 864, 319, 910)
section-1-sub: (ΙΔΙΑΙΤΕΡΟΝ ΤΗΛ. ΤΟΥ «ΕΜΠΡΟΣ») (365, 223, 593, 237)
quote-cell: Λίρα Τουρκίας (182, 498, 271, 512)
heading-b: ΦΟΝΟΣ ΧΩΡΟΦΥΛΑΚΟΣ (701, 575, 897, 593)
store-item: Ἠλεκτρ. μηχαναὶ (1437, 965, 1543, 979)
quote-cell: Ἠλεκτρικῆς (32, 513, 106, 527)
quote-row (30, 573, 319, 587)
store-address: 61 ὁδὸς Κολοκοτρώνη 61 (1326, 1250, 1541, 1268)
quote-cell: 140.— (140, 558, 179, 572)
finance-report (30, 618, 319, 985)
pharmacy-address: ΓΩΝΙΑ ΣΟΛΩΝΟΣ — ΙΠΠΟΚΡΑΤΟΥΣ (1014, 1538, 1242, 1553)
deaths-sign-4: Οἱ ἀνεψιοί (445, 1398, 513, 1413)
rule (640, 1103, 958, 1104)
quote-cell: 3.800.— (128, 333, 179, 347)
quote-cell: ΣΥΝΑΛΛΑΓ. (182, 468, 256, 482)
school-text: Ἀπεδίωσε πλήρης ἡμερῶν καὶ ἐκηδεύθη χθὲς ἡ ἐνάρετος δέσποινα Ἀλεξάνδρα Ἀναστ. Πάνου σύζυγος τοῦ ἀειμνήστου συνταγματάρχου Ἀναστ. Πάνου. (329, 1479, 628, 1540)
depot-title-4: ΚΑΙ ΕΙΔΩΝ ΑΣΕΤΥΛΙΝΗΣ (1029, 1686, 1227, 1705)
finance-paragraph: Τραπέζης Ἀθηνῶν ἀπὸ 151 ὁπισθόγραφαι εἰς τὰ 149 ἐπαναληπτικῶς καὶ κατέληξαν εἰς τὰ 149.50 ἀνήθουν εἰς τὰ 152.75 καὶ ἔκλεισαν εἰς τὰ 151.50. (30, 722, 319, 783)
masthead (0, 0, 1596, 68)
store-item: Στιλάδια μεταλλικά (1437, 1089, 1561, 1103)
quote-cell: Ἐλλ. Ἐπ. Μεγ. (32, 573, 121, 586)
store-item: Ξυράφια ἀσφαλείας (1437, 1058, 1560, 1072)
column-3 (640, 78, 958, 2272)
quote-row (30, 587, 319, 602)
quote-cell: 34.25 (144, 498, 179, 512)
revolt-para-3: ΒΙΕΝΝΗ, Πέμπτη πρωΐα.—Κατὰ τὰ τελευταῖα τηλεγραφήματα 160 ναῦται τοῦ θωρηκτοῦ τῆς Ὀδησσοῦ κατεδικάσθησαν εἰς θάνατον ὡς προκαλέσαντες τὰς τελευταίας ταραχὰς καὶ ἐτυφεκίσθησαν. (1299, 566, 1568, 642)
quote-cell: Εἰσαγόμεναι (182, 483, 260, 497)
store-item: Ὀμφαλοδέσμοι (1299, 1120, 1390, 1134)
section-1-title: ΑΙ ΑΠΕΙΛΑΙ ΑΠΟ ΤΟΝ ΠΥΡΓΟΝ (362, 176, 596, 223)
doctor-title: ΘΕΟΧ. Χ. ΓΕΡΟΓΙΑΝΝΗΣ (346, 1682, 611, 1706)
quote-cell: 105.25 (136, 288, 179, 302)
heading-c: ΠΟΥ ΕΣΤΑΘΜΕΥΣΑΝ ΟΙ ΡΩΣΣΟΙ (640, 730, 958, 757)
store-item: Ὑποδεματα ἀπὸ καουτσούκ (1299, 1089, 1396, 1119)
store-item: Μηχαναὶ κλύσματος (1299, 1042, 1424, 1057)
methana-title: ΜΕΘΑΝΑ (1367, 1449, 1500, 1481)
finance-subtitle: ΤΙΜΑΙ ΚΛΕΙΣΙΜΑΤΟΣ (91, 207, 258, 226)
prime-title: ΜΙΑ ΠΡΟΣΚΛΗΣΙΣ (970, 405, 1287, 437)
syph-sub: ΑΝΔΡΩΝ ΚΑΙ ΓΥΝΑΙΚΩΝ (1028, 1097, 1228, 1116)
calendar-line: ΠΕΜΠΤΗ, 23 Ἰουνίου.—Σελήνη 4 ἡμερῶν. (30, 118, 288, 132)
revolt-title: Η ΣΤΑΣΙΣ (1342, 118, 1525, 159)
special-title: ΕΙΔΙΚΟΝ (705, 1338, 893, 1383)
quote-row (30, 393, 319, 408)
deputies-text: ΧΑΝΙΑ, Πέμπτη πρωΐα.—Οἱ κύκλοι τῶν βουλευτῶν ἀναμένουν τὴν ἀπόφασιν τῶν Δυνάμεων περὶ τῆς συγκλήσεως τῆς Βουλῆς. (970, 725, 1287, 770)
summary-title-2: ΠΕΡΙΛΗΨΙΣ (1081, 788, 1175, 807)
notices-title: ΕΙΔΟΠΟΙΗΣΙΣ (424, 1547, 534, 1565)
store-item: Ἐπίδεσμοι (1437, 1120, 1502, 1134)
rule (640, 816, 958, 821)
kifisia-text: Εἰς τὸ ξενοδοχεῖον «Μεγάλη Βρεταννία» τῆς Κηφισίας παρὰ τῇ πλατεῖᾳ ἐνοικιάζονται δωμάτια καλῶς ἐπιπλωμένα. Τιμαὶ λογικαὶ. Πληροφορίαι παρὰ τῷ ἰδιοκτήτῃ. (1299, 1667, 1568, 1743)
revolt-para-4c: Αἱ ταραχαὶ διαρκοῦσι ἔτι περὶ τῶν πρωινῶν ὡρῶν, ὅπου ὁ στρατὸς παρέστη ἀναγκαῖος πρὸς κατάπνιξιν. (1299, 794, 1568, 840)
finance-title: ΧΡΗΜΑΤΙΣΤΙΚΟΝ ΔΕΛΤΙΟΝ (30, 155, 319, 208)
theatres-text-2: ΔΙΟΝΥΣΙΑ.—Πλημμύρα ἀπὸ μία ἐπιτυχία τῆς Μακεδονίας. (329, 1112, 628, 1142)
prime-sub: ΤΟΥ ΟΥΡΒΑΝΟΒΙΤΣ (1048, 441, 1208, 459)
revolt-sig-4: Δ. Κ. (1538, 847, 1568, 861)
advice-text-3: Ὁ γνωστὸς ἰατρὸς παθολόγος καὶ καθηγητὴς τοῦ Πανεπιστημίου κ. Κ. Σπυρίδων εἰς ἐκτενὲς ἄρθρον αὐτοῦ ἐγκρίνει τὴν χρῆσιν τοῦ σκευάσματος τούτου ὡς ἐπιτυχέστατον. (640, 1011, 958, 1072)
deaths-text: Τὴν προσφιλῆ ἡμῶν σύζυγον, ἀδελφὴν καὶ θεία (334, 1184, 623, 1199)
quote-cell: 132.— (280, 438, 319, 452)
war-title-1: ΤΑ ΝΕΩΤΕΡΑ (79, 1240, 270, 1271)
column-divider (964, 78, 965, 2272)
section-1-kicker: Η ΕΝΙΑΙΑ ΔΙΑΣΕΙΡΙΣΙΣ (390, 157, 568, 175)
store-item: Ζῶναι κοιλίας (1299, 965, 1388, 979)
quote-cell: 131.— (280, 573, 319, 586)
notice-text: Πωλεῖται ἀμπελών ὀλίγον ἀνατολικῶς τοῦ τραμ εἰς θέσιν Ἀμπελοκήπων. Πληροφορίαι παρὰ τῷ χρηματιστῇ κ. Βαρελᾷ. (640, 1494, 958, 1539)
quotes-table (30, 273, 319, 602)
rule (329, 1152, 628, 1153)
quote-cell: Sτέμα d'Athén. (182, 408, 274, 422)
quote-cell: 378.— (140, 423, 179, 437)
war-title-3: ΕΠΙΣΗΜΩΝ ΑΝΑΚΟΙΝΩΘΕΝ (63, 1304, 286, 1322)
quote-cell: 121.50 (277, 408, 319, 422)
doctor-text: Θεραπεύει διὰ τῶν νεωτέρων μεθόδων τὰς παθήσεις τῶν πνευμόνων, τῆς καρδίας, τοῦ στομάχου, τῶν νεφρῶν καὶ τοῦ νευρικοῦ συστήματος. (329, 1725, 628, 1785)
quote-cell: Ch. Thessalie (182, 378, 264, 392)
store-item: Γάντια Μποτιών (1437, 1042, 1540, 1057)
quote-cell: 151.50 (136, 348, 179, 362)
